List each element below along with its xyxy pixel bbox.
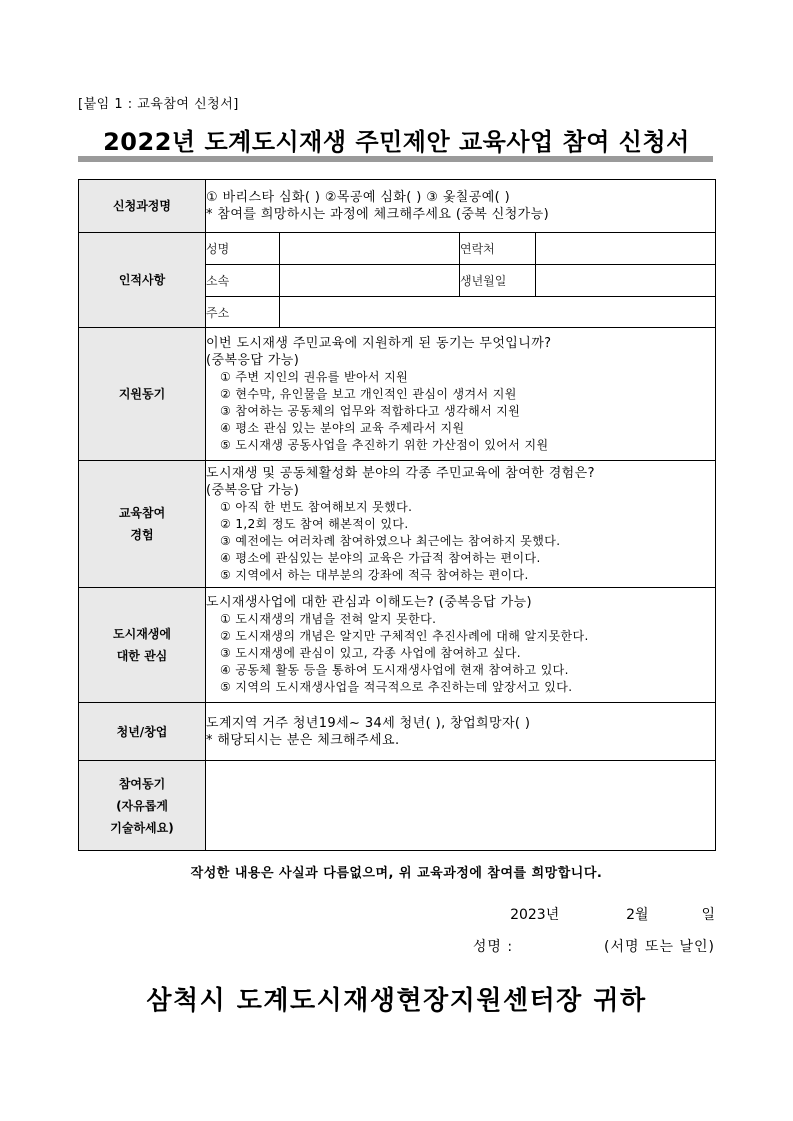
motivation-option: ① 주변 지인의 권유를 받아서 지원 [220, 369, 409, 384]
course-note: * 참여를 희망하시는 과정에 체크해주세요 (중복 신청가능) [206, 207, 550, 222]
interest-row [79, 588, 716, 703]
signature-label: 성명 : [472, 939, 514, 955]
experience-option: ③ 예전에는 여러차례 참여하였으나 최근에는 참여하지 못했다. [220, 533, 561, 548]
free-motivation-header-line2: (자유롭게 [116, 798, 168, 813]
free-motivation-header-line1: 참여동기 [118, 776, 166, 791]
signature-note: (서명 또는 날인) [604, 939, 715, 955]
declaration-statement: 작성한 내용은 사실과 다름없으며, 위 교육과정에 참여를 희망합니다. [190, 866, 603, 881]
youth-row [79, 703, 716, 761]
interest-option: ① 도시재생의 개념을 전혀 알지 못한다. [220, 612, 437, 626]
contact-label: 연락처 [460, 233, 536, 265]
motivation-sub: (중복응답 가능) [206, 352, 300, 368]
motivation-option: ⑤ 도시재생 공동사업을 추진하기 위한 가산점이 있어서 지원 [220, 437, 549, 452]
experience-option: ⑤ 지역에서 하는 대부분의 강좌에 적극 참여하는 편이다. [220, 567, 529, 582]
experience-option: ① 아직 한 번도 참여해보지 못했다. [220, 499, 413, 514]
interest-header [79, 588, 206, 703]
youth-note: * 해당되시는 분은 체크해주세요. [206, 732, 400, 748]
motivation-option: ② 현수막, 유인물을 보고 개인적인 관심이 생겨서 지원 [220, 386, 517, 401]
course-row [79, 180, 716, 233]
affiliation-field[interactable] [280, 265, 460, 297]
interest-option: ② 도시재생의 개념은 알지만 구체적인 추진사례에 대해 알지못한다. [220, 629, 589, 643]
course-header: 신청과정명 [79, 180, 206, 233]
interest-option: ⑤ 지역의 도시재생사업을 적극적으로 추진하는데 앞장서고 있다. [220, 680, 573, 694]
motivation-option: ④ 평소 관심 있는 분야의 교육 주제라서 지원 [220, 420, 465, 435]
birth-label: 생년월일 [460, 265, 536, 297]
youth-header: 청년/창업 [79, 703, 206, 761]
free-motivation-row [79, 761, 716, 851]
personal-header: 인적사항 [79, 233, 206, 328]
interest-header-line2: 대한 관심 [116, 649, 168, 663]
free-motivation-header [79, 761, 206, 851]
interest-option: ③ 도시재생에 관심이 있고, 각종 사업에 참여하고 싶다. [220, 646, 521, 660]
application-form-table [78, 179, 716, 851]
contact-field[interactable] [536, 233, 716, 265]
free-motivation-header-line3: 기술하세요) [110, 820, 174, 835]
date-day: 일 [701, 907, 715, 923]
course-options-line: ① 바리스타 심화( ) ②목공예 심화( ) ③ 옻칠공예( ) [206, 190, 511, 205]
interest-cell[interactable] [206, 588, 716, 703]
experience-header-line2: 경험 [130, 528, 154, 542]
experience-question: 도시재생 및 공동체활성화 분야의 각종 주민교육에 참여한 경험은? [206, 465, 595, 481]
free-motivation-field[interactable] [206, 761, 716, 851]
experience-cell[interactable] [206, 461, 716, 588]
experience-option: ④ 평소에 관심있는 분야의 교육은 가급적 참여하는 편이다. [220, 550, 541, 565]
course-options-cell[interactable] [206, 180, 716, 233]
interest-header-line1: 도시재생에 [113, 627, 171, 641]
date-line [510, 904, 715, 924]
motivation-row [79, 328, 716, 461]
motivation-header: 지원동기 [79, 328, 206, 461]
youth-cell[interactable] [206, 703, 716, 761]
youth-line: 도계지역 거주 청년19세~ 34세 청년( ), 창업희망자( ) [206, 715, 531, 731]
motivation-question: 이번 도시재생 주민교육에 지원하게 된 동기는 무엇입니까? [206, 335, 552, 351]
experience-sub: (중복응답 가능) [206, 482, 300, 498]
motivation-cell[interactable] [206, 328, 716, 461]
interest-option: ④ 공동체 활동 등을 통하여 도시재생사업에 현재 참여하고 있다. [220, 663, 569, 677]
attachment-label: [붙임 1 : 교육참여 신청서] [78, 97, 239, 112]
recipient-line: 삼척시 도계도시재생현장지원센터장 귀하 [146, 986, 647, 1016]
experience-option: ② 1,2회 정도 참여 해본적이 있다. [220, 516, 409, 531]
experience-row [79, 461, 716, 588]
experience-header-line1: 교육참여 [118, 506, 166, 520]
title-underline [78, 156, 713, 162]
birth-field[interactable] [536, 265, 716, 297]
page-title: 2022년 도계도시재생 주민제안 교육사업 참여 신청서 [103, 128, 690, 156]
address-label: 주소 [206, 297, 280, 328]
date-month: 2월 [626, 907, 649, 923]
name-label: 성명 [206, 233, 280, 265]
motivation-option: ③ 참여하는 공동체의 업무와 적합하다고 생각해서 지원 [220, 403, 521, 418]
affiliation-label: 소속 [206, 265, 280, 297]
experience-header [79, 461, 206, 588]
interest-question: 도시재생사업에 대한 관심과 이해도는? (중복응답 가능) [206, 595, 532, 610]
personal-row-1 [79, 233, 716, 265]
name-field[interactable] [280, 233, 460, 265]
address-field[interactable] [280, 297, 716, 328]
date-year: 2023년 [510, 907, 560, 923]
signature-line [473, 936, 715, 956]
